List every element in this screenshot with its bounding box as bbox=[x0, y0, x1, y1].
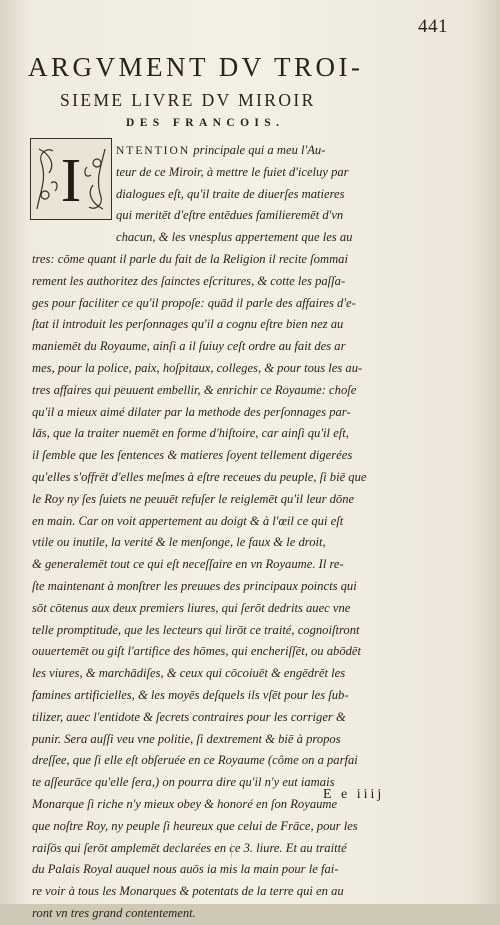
text-line: dialogues eſt, qu'il traite de diuerſes matieres bbox=[116, 186, 345, 201]
text-line: en main. Car on voit appertement au doigt & à l'œil ce qui eſt bbox=[32, 513, 344, 528]
text-line: chacun, & les vnesplus appertement que les au bbox=[116, 230, 353, 245]
first-word: NTENTION bbox=[116, 145, 191, 157]
text-line: mes, pour la police, paix, hoſpitaux, colleges, & pour tous les au- bbox=[32, 360, 363, 375]
text-line: famines artificielles, & les moyēs deſquels ils vſēt pour les ſub- bbox=[32, 687, 349, 702]
title-line-3: DES FRANCOIS. bbox=[126, 117, 285, 129]
paper-mark bbox=[231, 843, 240, 857]
text-line: que noſtre Roy, ny peuple ſi heureux que celui de Frāce, pour les bbox=[32, 818, 358, 833]
argument-text bbox=[32, 140, 470, 925]
text-line: il ſemble que les ſentences & matieres ſoyent tellement digerées bbox=[32, 448, 353, 463]
text-line: rement les authoritez des ſainctes eſcritures, & cotte les paſſa- bbox=[32, 273, 346, 288]
text-line: du Palais Royal auquel nous auōs ia mis la main pour le fai- bbox=[32, 862, 339, 877]
text-line: ſte maintenant à monſtrer les preuues des principaux poincts qui bbox=[32, 578, 357, 593]
text-line: qu'il a mieux aimé dilater par la methode des perſonnages par- bbox=[32, 404, 351, 419]
text-line: teur de ce Miroir, à mettre le fuiet d'iceluy par bbox=[116, 164, 349, 179]
title-line-1: ARGVMENT DV TROI- bbox=[28, 52, 364, 82]
text-line: ront vn tres grand contentement. bbox=[32, 905, 196, 920]
text-line: te aſſeurāce qu'elle ſera,) on pourra dire qu'il n'y eut iamais bbox=[32, 775, 335, 790]
text-line: telle promptitude, que les lecteurs qui lirōt ce traité, cognoiſtront bbox=[32, 622, 360, 637]
text-line: ſtat il introduit les perſonnages qu'il a cognu eſtre bien nez au bbox=[32, 317, 344, 332]
dropcap-letter: I bbox=[60, 147, 82, 215]
text-line: le Roy ny ſes ſuiets ne peuuēt refuſer le reiglemēt qu'il leur dōne bbox=[32, 491, 355, 506]
text-line: les viures, & marchādiſes, & ceux qui cōcoiuēt & engēdrēt les bbox=[32, 666, 346, 681]
text-line: ges pour faciliter ce qu'il propoſe: quād il parle des affaires d'e- bbox=[32, 295, 356, 310]
text-line: punir. Sera auſſi veu vne politie, ſi dextrement & biē à propos bbox=[32, 731, 341, 746]
text-line: tres: cōme quant il parle du fait de la Religion il recite ſommai bbox=[32, 251, 348, 266]
page-number: 441 bbox=[418, 16, 448, 37]
text-line: vtile ou inutile, la verité & le menſonge, le faux & le droit, bbox=[32, 535, 326, 550]
text-line: maniemēt du Royaume, ainſi a il ſuiuy ceſt ordre au fait des ar bbox=[32, 339, 346, 354]
text-line: qu'elles s'offrēt d'elles meſmes à eſtre receues du peuple, ſi biē que bbox=[32, 469, 367, 484]
text-line: dreſſee, que ſi elle eſt obſeruée en ce Royaume (côme on a parfai bbox=[32, 753, 358, 768]
text-line: tres affaires qui peuuent embellir, & enrichir ce Royaume: choſe bbox=[32, 382, 357, 397]
signature-mark: E e iiij bbox=[323, 787, 385, 802]
text-line: lās, que la traiter nuemēt en forme d'hiſtoire, car ainſi qu'il eſt, bbox=[32, 426, 349, 441]
text-line: tilizer, auec l'entidote & ſecrets contraires pour les corriger & bbox=[32, 709, 346, 724]
text-line: sōt cōtenus aux deux premiers liures, qui ſerōt dedrits auec vne bbox=[32, 600, 351, 615]
text-line: re voir à tous les Monarques & potentats de la terre qui en au bbox=[32, 884, 344, 899]
title-line-2: SIEME LIVRE DV MIROIR bbox=[60, 90, 316, 110]
text-line: ouuertemēt ou giſt l'artifice des hōmes, qui encheriſſēt, ou abōdēt bbox=[32, 644, 362, 659]
text-line: Monarque ſi riche n'y mieux obey & honoré en ſon Royaume bbox=[32, 796, 338, 811]
text-line: NTENTION principale qui a meu l'Au- bbox=[116, 143, 326, 157]
text-line: raiſōs qui ſerōt amplemēt declarées en ce 3. liure. Et au traitté bbox=[32, 840, 347, 855]
text-line: qui meritēt d'eſtre entēdues familieremēt d'vn bbox=[116, 208, 344, 223]
text-line: & generalemēt tout ce qui eſt neceſſaire en vn Royaume. Il re- bbox=[32, 557, 344, 572]
